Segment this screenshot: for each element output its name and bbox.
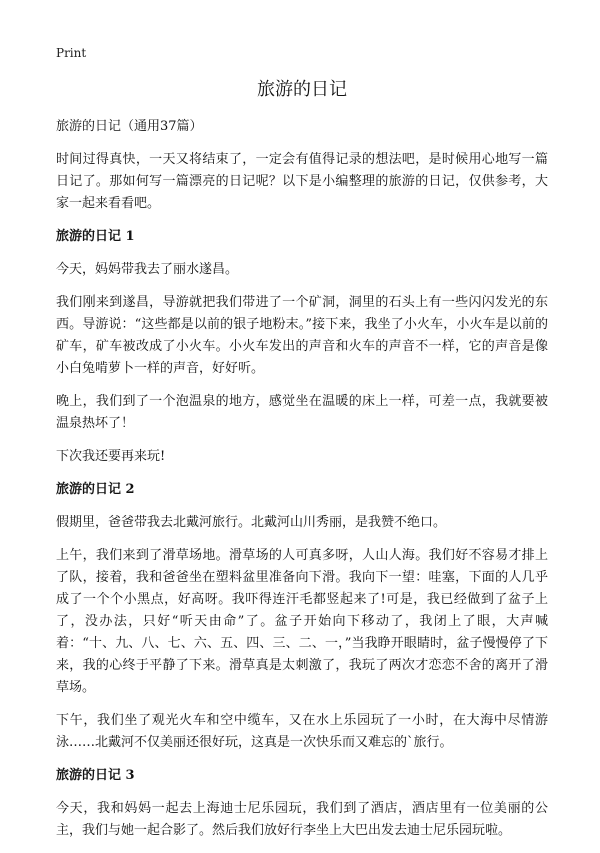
intro-paragraph: 时间过得真快，一天又将结束了，一定会有值得记录的想法吧，是时候用心地写一篇日记了。那如何写一篇漂亮的日记呢？以下是小编整理的旅游的日记，仅供参考，大家一起来看看吧。 — [56, 152, 548, 211]
section-heading-1: 旅游的日记 1 — [56, 229, 135, 244]
section-1-paragraph-1: 今天，妈妈带我去了丽水遂昌。 — [56, 262, 239, 277]
article — [56, 78, 548, 853]
section-2-paragraph-3: 下午，我们坐了观光火车和空中缆车，又在水上乐园玩了一小时，在大海中尽情游泳……北戴河不仅美丽还很好玩，这真是一次快乐而又难忘的`旅行。 — [56, 713, 548, 750]
section-2-paragraph-1: 假期里，爸爸带我去北戴河旅行。北戴河山川秀丽，是我赞不绝口。 — [56, 515, 447, 530]
section-3-paragraph-1: 今天，我和妈妈一起去上海迪士尼乐园玩，我们到了酒店，酒店里有一位美丽的公主，我们与她一起合影了。然后我们放好行李坐上大巴出发去迪士尼乐园玩啦。 — [56, 801, 548, 838]
section-2-paragraph-2: 上午，我们来到了滑草场地。滑草场的人可真多呀，人山人海。我们好不容易才排上了队，接着，我和爸爸坐在塑料盆里准备向下滑。我向下一望：哇塞，下面的人几乎成了一个个小黑点，好高呀。我吓得连汗毛都竖起来了!可是，我已经做到了盆子上了，没办法，只好“听天由命”了。盆子开始向下移动了，我闭上了眼，大声喊着：“十、九、八、七、六、五、四、三、二、一，”当我睁开眼睛时，盆子慢慢停了下来，我的心终于平静了下来。滑草真是太刺激了，我玩了两次才恋恋不舍的离开了滑草场。 — [56, 548, 548, 695]
section-1-paragraph-4: 下次我还要再来玩! — [56, 449, 166, 464]
article-subtitle: 旅游的日记（通用37篇） — [56, 119, 203, 134]
section-1-paragraph-3: 晚上，我们到了一个泡温泉的地方，感觉坐在温暖的床上一样，可差一点，我就要被温泉热坏了！ — [56, 394, 548, 431]
page-title: 旅游的日记 — [257, 79, 347, 100]
print-link[interactable]: Print — [56, 46, 87, 60]
section-heading-2: 旅游的日记 2 — [56, 482, 135, 497]
section-1-paragraph-2: 我们刚来到遂昌，导游就把我们带进了一个矿洞，洞里的石头上有一些闪闪发光的东西。导游说：“这些都是以前的银子地粉末。”接下来，我坐了小火车，小火车是以前的矿车，矿车被改成了小火车。小火车发出的声音和火车的声音不一样，它的声音是像小白兔啃萝卜一样的声音，好好听。 — [56, 295, 548, 376]
section-heading-3: 旅游的日记 3 — [56, 768, 135, 783]
